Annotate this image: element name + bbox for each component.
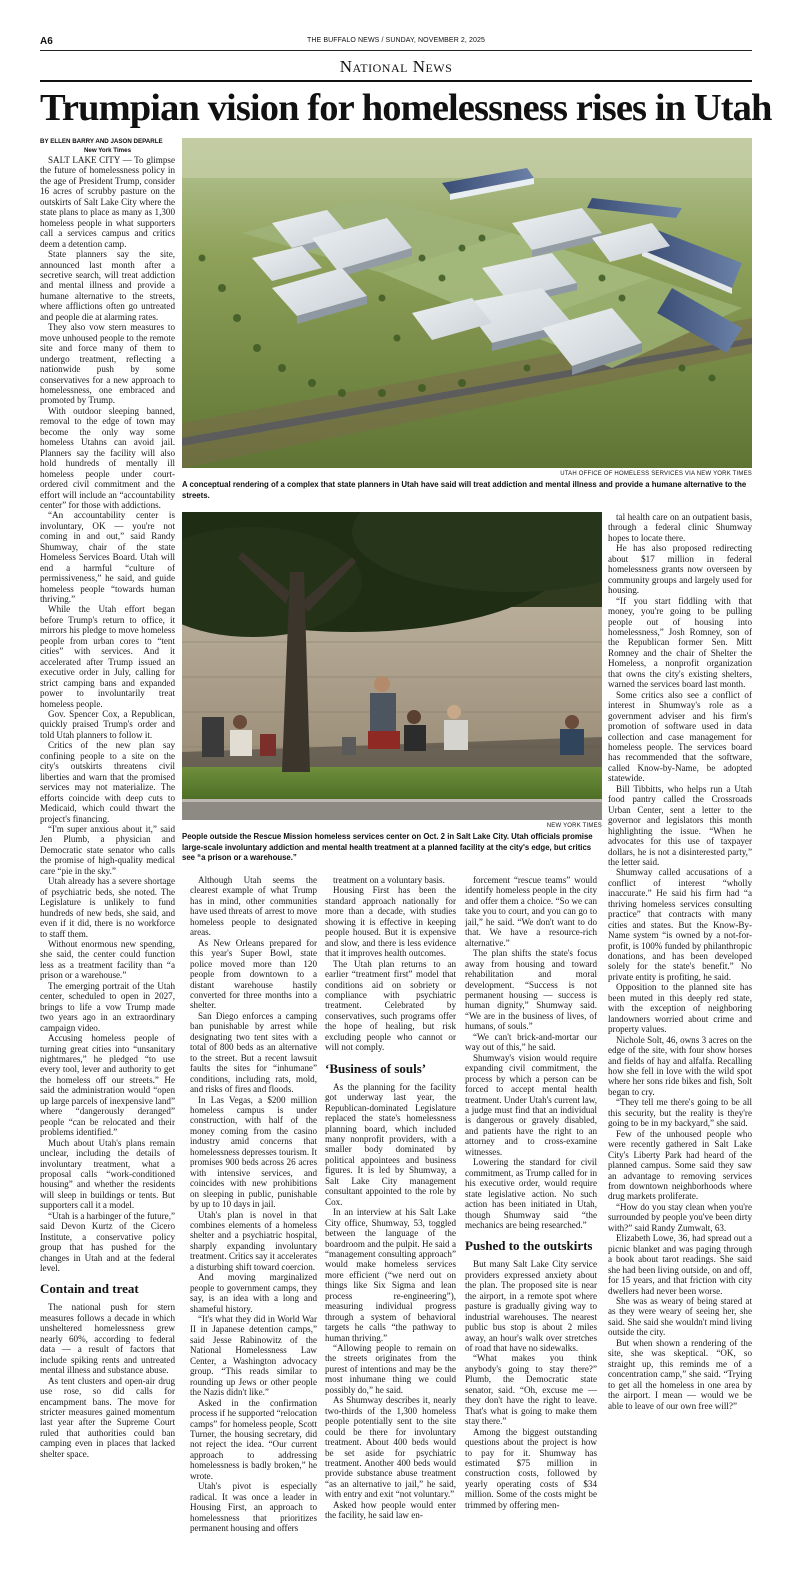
paragraph: treatment on a voluntary basis. — [333, 875, 445, 885]
paragraph: In an interview at his Salt Lake City office, Shumway, 53, toggled between the language of the boardroom and the pulpit. He said a “management consulting approach” would make homeless services more efficient (“we nerd out on things like Six Sigma and lean process re-engineering”), measuring individual progress through a system of behavioral targets he calls “the pathway to human thriving.” — [325, 1207, 456, 1343]
paragraph: forcement “rescue teams” would identify homeless people in the city and offer them a choice. “So we can take you to court, and you can go to jail,” he said. “We don't want to do that. We have a resource-rich alternative.” — [465, 875, 597, 948]
paragraph: “We can't brick-and-mortar our way out of this,” he said. — [465, 1031, 597, 1053]
paragraph: “Allowing people to remain on the streets originates from the purest of intentions and may be the most inhumane thing we could possibly do,” he said. — [325, 1343, 456, 1395]
paragraph: She was as weary of being stared at as they were weary of seeing her, she said. She said she wouldn't mind living outside the city. — [608, 1295, 752, 1338]
paragraph: Housing First has been the standard approach nationally for more than a decade, with studies showing it is effective in keeping people housed. But it is expensive and slow, and there is less evidence that it improves health outcomes. — [325, 885, 456, 959]
paragraph: Some critics also see a conflict of interest in Shumway's role as a government adviser and his firm's promotion of software used in data collection and case management for homeless people. The services board has recommended that the software, called Know-by-Name, be adopted statewide. — [608, 689, 752, 784]
paragraph: SALT LAKE CITY — To glimpse the future of homelessness policy in the age of President Trump, consider 16 acres of scrubby pasture on the outskirts of Salt Lake City where the state plans to place as many as 1,300 homeless people in what supporters call a services campus and critics deem a detention camp. — [40, 155, 175, 249]
top-rule — [40, 50, 752, 51]
byline-outlet: New York Times — [83, 146, 132, 154]
paragraph: Asked how people would enter the facility, he said law en- — [325, 1499, 456, 1521]
paragraph: The emerging portrait of the Utah center, scheduled to open in 2027, brings to life a vow Trump made two years ago in an extraordinary campaign video. — [40, 980, 175, 1033]
paragraph: Without enormous new spending, she said, the center could function less as a treatment facility than “a prison or a warehouse.” — [40, 938, 175, 981]
paragraph: Elizabeth Lowe, 36, had spread out a picnic blanket and was paging through a book about tarot readings. She said she had been living outside, on and off, for 15 years, and that friction with city dwellers had never been worse. — [608, 1233, 752, 1296]
paragraph: Lowering the standard for civil commitment, as Trump called for in his executive order, would require state legislative action. No such action has been initiated in Utah, though Shumway said “the mechanics are being researched.” — [465, 1157, 597, 1230]
subhead: Pushed to the outskirts — [465, 1238, 593, 1254]
paragraph: tal health care on an outpatient basis, through a federal clinic Shumway hopes to locate there. — [608, 512, 752, 543]
paragraph: “They tell me there's going to be all this security, but the reality is they're going to be in my backyard,” she said. — [608, 1097, 752, 1129]
paragraph: Shumway called accusations of a conflict of interest “wholly inaccurate.” He said his firm had “a thriving homeless services consulting practice” that contracts with many cities and states. But the Know-By-Name system “is owned by a not-for-profit, is 100% funded by philanthropic donations, and has been developed solely for the state's benefit.” No private entity is profiting, he said. — [608, 867, 752, 982]
paragraph: Utah's plan is novel in that combines elements of a homeless shelter and a psychiatric hospital, sharply expanding involuntary treatment. Critics say it accelerates a disturbing shift toward coercion. — [190, 1209, 317, 1272]
paragraph: Gov. Spencer Cox, a Republican, quickly praised Trump's order and told Utah planners to follow it. — [40, 709, 175, 740]
paragraph: “If you start fiddling with that money, you're going to be pulling people out of housing into homelessness,” Josh Romney, son of the Republican former Sen. Mitt Romney and the chair of Shelter the Homeless, a nonprofit organization that owns the city's existing shelters, warned the services board last month. — [608, 595, 752, 690]
subhead: Contain and treat — [40, 1281, 139, 1297]
paragraph: The Utah plan returns to an earlier “treatment first” model that conditions aid on sobriety or compliance with psychiatric treatment. Celebrated by conservatives, such programs offer the hope of healing, but risk excluding people who cannot or will not comply. — [325, 958, 456, 1053]
paragraph: As Shumway describes it, nearly two-thirds of the 1,300 homeless people potentially sent to the site could be there for involuntary treatment. About 400 beds would be set aside for psychiatric treatment. Another 400 beds would provide substance abuse treatment “as an alternative to jail,” he said, with entry and exit “not voluntary.” — [325, 1395, 456, 1500]
article-column-5 — [608, 512, 752, 1565]
rendering-photo — [182, 138, 752, 468]
headline: Trumpian vision for homelessness rises in Utah — [40, 87, 772, 129]
paragraph: Nichole Solt, 46, owns 3 acres on the edge of the site, with four show horses and fields of hay and alfalfa. Recalling how she fell in love with the wild spot where her sons ride bikes and fish, Solt began to cry. — [608, 1034, 752, 1097]
paragraph: He has also proposed redirecting about $17 million in federal homelessness grants now overseen by community groups and largely used for housing. — [608, 543, 752, 596]
paragraph: Although Utah seems the clearest example of what Trump has in mind, other communities have used threats of arrest to move homeless people to designated areas. — [190, 875, 317, 938]
article-column-3 — [325, 875, 456, 1565]
article-column-1 — [40, 155, 175, 1565]
paragraph: Accusing homeless people of turning great cities into “unsanitary nightmares,” he pledged “to use every tool, lever and authority to get the homeless off our streets.” He said the administration would “open up large parcels of inexpensive land” where “dangerously deranged” people “can be relocated and their problems identified.” — [40, 1033, 175, 1138]
page-number: A6 — [40, 36, 53, 47]
paragraph: “An accountability center is involuntary, OK — you're not coming in and out,” said Randy Shumway, chair of the state Homeless Services Board. Utah will end a harmful “culture of permissiveness,” he said, and guide homeless people “towards human thriving.” — [40, 510, 175, 605]
byline-authors: BY ELLEN BARRY AND JASON DEPARLE — [40, 138, 163, 145]
paragraph: The national push for stern measures follows a decade in which unsheltered homelessness grew nearly 60%, according to federal data — a result of factors that include spiking rents and untreated mental illness and substance abuse. — [40, 1302, 175, 1376]
rendering-photo-graphic — [182, 138, 752, 468]
paragraph: “It's what they did in World War II in Japanese detention camps,” said Jesse Rabinowitz of the National Homelessness Law Center, a Washington advocacy group. “This reads similar to rounding up Jews or other people the Nazis didn't like.” — [190, 1314, 317, 1398]
article-column-2 — [190, 875, 317, 1565]
paragraph: Utah already has a severe shortage of psychiatric beds, she noted. The Legislature is unlikely to fund hundreds of new beds, she said, and even if it did, there is no workforce to staff them. — [40, 876, 175, 939]
paragraph: Asked in the confirmation process if he supported “relocation camps” for homeless people, Scott Turner, the housing secretary, did not reject the idea. “Our current approach to addressing homelessness is badly broken,” he wrote. — [190, 1397, 317, 1481]
paragraph: State planners say the site, announced last month after a secretive search, will treat addiction and mental illness and provide a humane alternative to the streets, where afflictions often go untreated and people die at alarming rates. — [40, 249, 175, 322]
paragraph: Utah's pivot is especially radical. It was once a leader in Housing First, an approach to homelessness that prioritizes permanent housing and offers — [190, 1481, 317, 1534]
paragraph: Among the biggest outstanding questions about the project is how to pay for it. Shumway has estimated $75 million in construction costs, followed by yearly operating costs of $34 million. Some of the costs might be trimmed by offering men- — [465, 1426, 597, 1510]
paragraph: They also vow stern measures to move unhoused people to the remote site and force many of them to undergo treatment, reflecting a nationwide push by some conservatives for a new approach to homelessness, one embraced and promoted by Trump. — [40, 322, 175, 406]
paragraph: “What makes you think anybody's going to stay there?” Plumb, the Democratic state senator, said. “Oh, excuse me — they don't have the right to leave. That's what is going to make them stay there.” — [465, 1353, 597, 1427]
paragraph: But many Salt Lake City service providers expressed anxiety about the plan. The proposed site is near the airport, in a remote spot where pasture is gradually giving way to industrial warehouses. The nearest public bus stop is about 2 miles away, an hour's walk over stretches of road that have no sidewalks. — [465, 1259, 597, 1354]
rescue-mission-photo-credit: NEW YORK TIMES — [546, 823, 602, 829]
paragraph: “I'm super anxious about it,” said Jen Plumb, a physician and Democratic state senator who calls the promise of high-quality medical care “pie in the sky.” — [40, 824, 175, 876]
paragraph: Opposition to the planned site has been muted in this deeply red state, with the exception of neighboring landowners worried about crime and property values. — [608, 982, 752, 1035]
paragraph: As tent clusters and open-air drug use rose, so did calls for encampment bans. The move for stricter measures gained momentum last year after the Supreme Court ruled that authorities could ban camping even in places that lacked shelter space. — [40, 1375, 175, 1459]
paragraph: “How do you stay clean when you're surrounded by people you've been dirty with?” said Randy Zumwalt, 63. — [608, 1201, 752, 1233]
section-rule — [40, 80, 752, 82]
paragraph: And moving marginalized people to government camps, they say, is an idea with a long and shameful history. — [190, 1272, 317, 1314]
paragraph: Critics of the new plan say confining people to a site on the city's outskirts threatens civil liberties and warn that the promised services may not materialize. The efforts coincide with deep cuts to Medicaid, which could thwart the project's financing. — [40, 740, 175, 824]
rescue-mission-photo-graphic — [182, 512, 602, 820]
article-column-4 — [465, 875, 597, 1565]
subhead: ‘Business of souls’ — [325, 1060, 427, 1076]
paragraph: With outdoor sleeping banned, removal to the edge of town may become the only way some homeless Utahns can avoid jail. Planners say the facility will also hold hundreds of mentally ill homeless people under court-ordered civil commitment and the effort will include an “accountability center” for those with addictions. — [40, 405, 175, 510]
paragraph: But when shown a rendering of the site, she was skeptical. “OK, so straight up, this reminds me of a concentration camp,” she said. “Trying to get all the homeless in one area by the airport. I mean — would we be able to leave of our own free will?” — [608, 1337, 752, 1411]
paragraph: Bill Tibbitts, who helps run a Utah food pantry called the Crossroads Urban Center, sent a letter to the governor and legislators this month highlighting the issue. “When he advocates for this use of taxpayer dollars, he is not a disinterested party,” the letter said. — [608, 783, 752, 867]
paragraph: Much about Utah's plans remain unclear, including the details of involuntary treatment, what a proposal calls “work-conditioned housing” and whether the residents will sleep in buildings or tents. But supporters call it a model. — [40, 1137, 175, 1211]
rendering-photo-credit: UTAH OFFICE OF HOMELESS SERVICES VIA NEW YORK TIMES — [560, 471, 752, 477]
paragraph: “Utah is a harbinger of the future,” said Devon Kurtz of the Cicero Institute, a conservative policy group that has pushed for the changes in Utah and at the federal level. — [40, 1210, 175, 1274]
section-title: National News — [339, 57, 453, 76]
paragraph: The plan shifts the state's focus away from housing and toward rehabilitation and moral development. “Success is not permanent housing — success is human dignity,” Shumway said. “We are in the business of lives, of humans, of souls.” — [465, 948, 597, 1032]
rendering-photo-caption: A conceptual rendering of a complex that state planners in Utah have said will treat addiction and mental illness and provide a humane alternative to the streets. — [182, 480, 747, 500]
newspaper-dateline: THE BUFFALO NEWS / SUNDAY, NOVEMBER 2, 2025 — [307, 37, 485, 44]
paragraph: In Las Vegas, a $200 million homeless campus is under construction, with half of the money coming from the casino industry amid concerns that homelessness depresses tourism. It promises 900 beds across 26 acres with intensive services, and coincides with new prohibitions on sleeping in public, punishable by up to 10 days in jail. — [190, 1094, 317, 1210]
rescue-mission-photo — [182, 512, 602, 820]
paragraph: Few of the unhoused people who were recently gathered in Salt Lake City's Liberty Park had heard of the planned campus. Some said they saw an advantage to removing services from downtown neighborhoods where drug markets proliferate. — [608, 1128, 752, 1202]
byline — [40, 138, 175, 155]
paragraph: While the Utah effort began before Trump's return to office, it mirrors his pledge to move homeless people from urban cores to “tent cities” with services. And it accelerated after Trump issued an executive order in July, calling for strict camping bans and expanded power to involuntarily treat homeless people. — [40, 604, 175, 709]
paragraph: As New Orleans prepared for this year's Super Bowl, state police moved more than 120 people from downtown to a distant warehouse hastily converted for three months into a shelter. — [190, 937, 317, 1011]
paragraph: Shumway's vision would require expanding civil commitment, the process by which a person can be forced to accept mental health treatment. Under Utah's current law, a judge must find that an individual is dangerous or gravely disabled, and patients have the right to an attorney and to cross-examine witnesses. — [465, 1052, 597, 1157]
rescue-mission-photo-caption: People outside the Rescue Mission homeless services center on Oct. 2 in Salt Lake City. Utah officials promise large-scale involuntary addiction and mental health treatment at a planned facility at the city's edge, but critics see “a prison or a warehouse.” — [182, 832, 593, 862]
paragraph: San Diego enforces a camping ban punishable by arrest while designating two tent sites with a total of 800 beds as an alternative to the street. But a recent lawsuit faults the sites for “inhumane” conditions, including rats, mold, and risks of fires and floods. — [190, 1010, 317, 1095]
paragraph: As the planning for the facility got underway last year, the Republican-dominated Legislature replaced the state's homelessness planning board, which included many nonprofit providers, with a smaller body dominated by political appointees and business figures. It is led by Shumway, a Salt Lake City management consultant appointed to the role by Cox. — [325, 1081, 456, 1207]
